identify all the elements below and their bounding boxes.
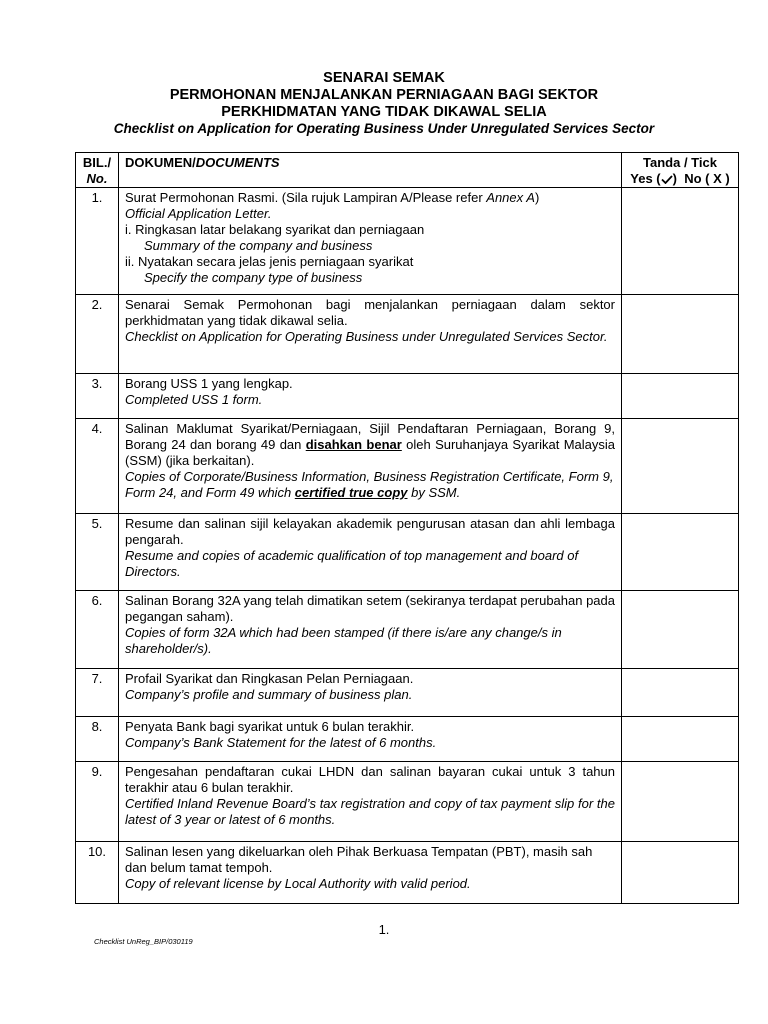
row-text-bm: Pengesahan pendaftaran cukai LHDN dan salinan bayaran cukai untuk 3 tahun terakhir atau 6 bulan terakhir. (125, 764, 615, 795)
column-header-no-bm: BIL./ (82, 155, 112, 170)
table-row (76, 295, 739, 374)
table-row (76, 717, 739, 762)
table-row (76, 762, 739, 842)
subtitle-english: Checklist on Application for Operating Business Under Unregulated Services Sector (113, 121, 655, 136)
table-row (76, 374, 739, 419)
row-number: 6. (76, 591, 119, 669)
row-document (119, 514, 622, 591)
tick-cell[interactable] (622, 374, 739, 419)
row-text-bm: Senarai Semak Permohonan bagi menjalankan perniagaan dalam sektor perkhidmatan yang tidak dikawal selia. (125, 297, 615, 328)
table-row (76, 514, 739, 591)
row-document (119, 669, 622, 717)
row-document (119, 591, 622, 669)
row-text-en: Copies of Corporate/Business Information, Business Registration Certificate, Form 9, Form 24, and Form 49 which certified true copy by SSM. (125, 469, 614, 500)
tick-cell[interactable] (622, 842, 739, 904)
row-1-line-1: Surat Permohonan Rasmi. (Sila rujuk Lampiran A/Please refer Annex A) (125, 190, 540, 205)
row-text-en: Completed USS 1 form. (125, 392, 263, 407)
row-text-bm: Profail Syarikat dan Ringkasan Pelan Perniagaan. (125, 671, 414, 686)
row-1-line-6: Specify the company type of business (144, 270, 363, 285)
column-header-tick-yes-close: ) (672, 171, 677, 186)
column-header-tick-yes: Yes ( (630, 171, 661, 186)
tick-cell[interactable] (622, 514, 739, 591)
column-header-documents (119, 153, 622, 188)
title-line-2: PERMOHONAN MENJALANKAN PERNIAGAAN BAGI SEKTOR (169, 87, 599, 103)
row-text-en: Certified Inland Revenue Board’s tax registration and copy of tax payment slip for the latest of 3 year or latest of 6 months. (125, 796, 615, 827)
row-text-bm: Salinan lesen yang dikeluarkan oleh Pihak Berkuasa Tempatan (PBT), masih sah dan belum tamat tempoh. (125, 844, 593, 875)
row-1-line-4: Summary of the company and business (144, 238, 373, 253)
row-text-en: Copy of relevant license by Local Authority with valid period. (125, 876, 471, 891)
row-text-bm: Penyata Bank bagi syarikat untuk 6 bulan terakhir. (125, 719, 415, 734)
row-1-line-2: Official Application Letter. (125, 206, 272, 221)
table-row (76, 591, 739, 669)
row-1-line-3: i. Ringkasan latar belakang syarikat dan perniagaan (125, 222, 425, 237)
row-text-bm: Salinan Borang 32A yang telah dimatikan setem (sekiranya terdapat perubahan pada pegangan saham). (125, 593, 615, 624)
footer-reference: Checklist UnReg_BIP/030119 (94, 937, 193, 946)
row-document (119, 419, 622, 514)
column-header-tick-label: Tanda / Tick (643, 155, 717, 170)
table-row (76, 842, 739, 904)
tick-cell[interactable] (622, 295, 739, 374)
check-mark-icon (661, 175, 673, 184)
row-number: 5. (76, 514, 119, 591)
row-1-line-5: ii. Nyatakan secara jelas jenis perniagaan syarikat (125, 254, 414, 269)
table-row (76, 419, 739, 514)
tick-cell[interactable] (622, 717, 739, 762)
page-number: 1. (378, 922, 390, 937)
row-number: 10. (76, 842, 119, 904)
tick-cell[interactable] (622, 669, 739, 717)
row-number: 8. (76, 717, 119, 762)
checklist-table (75, 152, 739, 904)
row-text-en: Resume and copies of academic qualification of top management and board of Directors. (125, 548, 579, 579)
column-header-tick (622, 153, 739, 188)
tick-cell[interactable] (622, 419, 739, 514)
table-row (76, 188, 739, 295)
verified-true-emphasis: disahkan benar (305, 437, 402, 452)
title-line-3: PERKHIDMATAN YANG TIDAK DIKAWAL SELIA (221, 104, 547, 120)
row-text-bm: Borang USS 1 yang lengkap. (125, 376, 293, 391)
tick-cell[interactable] (622, 591, 739, 669)
column-header-documents-bm: DOKUMEN/ (125, 155, 196, 170)
row-document (119, 374, 622, 419)
row-number: 3. (76, 374, 119, 419)
row-text-bm: Resume dan salinan sijil kelayakan akademik pengurusan atasan dan ahli lembaga pengarah. (125, 516, 615, 547)
table-row (76, 669, 739, 717)
tick-cell[interactable] (622, 188, 739, 295)
row-document (119, 842, 622, 904)
row-text-en: Checklist on Application for Operating Business under Unregulated Services Sector. (125, 329, 608, 344)
column-header-documents-en: DOCUMENTS (195, 155, 280, 170)
row-document (119, 188, 622, 295)
row-text-en: Company’s Bank Statement for the latest of 6 months. (125, 735, 437, 750)
row-document (119, 295, 622, 374)
column-header-no (76, 153, 119, 188)
tick-cell[interactable] (622, 762, 739, 842)
row-number: 9. (76, 762, 119, 842)
table-header-row (76, 153, 739, 188)
row-number: 1. (76, 188, 119, 295)
row-number: 7. (76, 669, 119, 717)
row-text-en: Company’s profile and summary of business plan. (125, 687, 413, 702)
column-header-no-en: No. (86, 171, 108, 186)
title-line-1: SENARAI SEMAK (323, 70, 445, 86)
row-document (119, 717, 622, 762)
row-text-en: Copies of form 32A which had been stamped (if there is/are any change/s in shareholder/s). (125, 625, 562, 656)
row-text-bm: Salinan Maklumat Syarikat/Perniagaan, Sijil Pendaftaran Perniagaan, Borang 9, Borang 24 dan borang 49 dan disahkan benar oleh Suruhanjaya Syarikat Malaysia (SSM) (jika berkaitan). (125, 421, 615, 468)
certified-true-copy-emphasis: certified true copy (294, 485, 408, 500)
row-document (119, 762, 622, 842)
column-header-tick-no: No ( X ) (684, 171, 730, 186)
row-number: 2. (76, 295, 119, 374)
row-number: 4. (76, 419, 119, 514)
